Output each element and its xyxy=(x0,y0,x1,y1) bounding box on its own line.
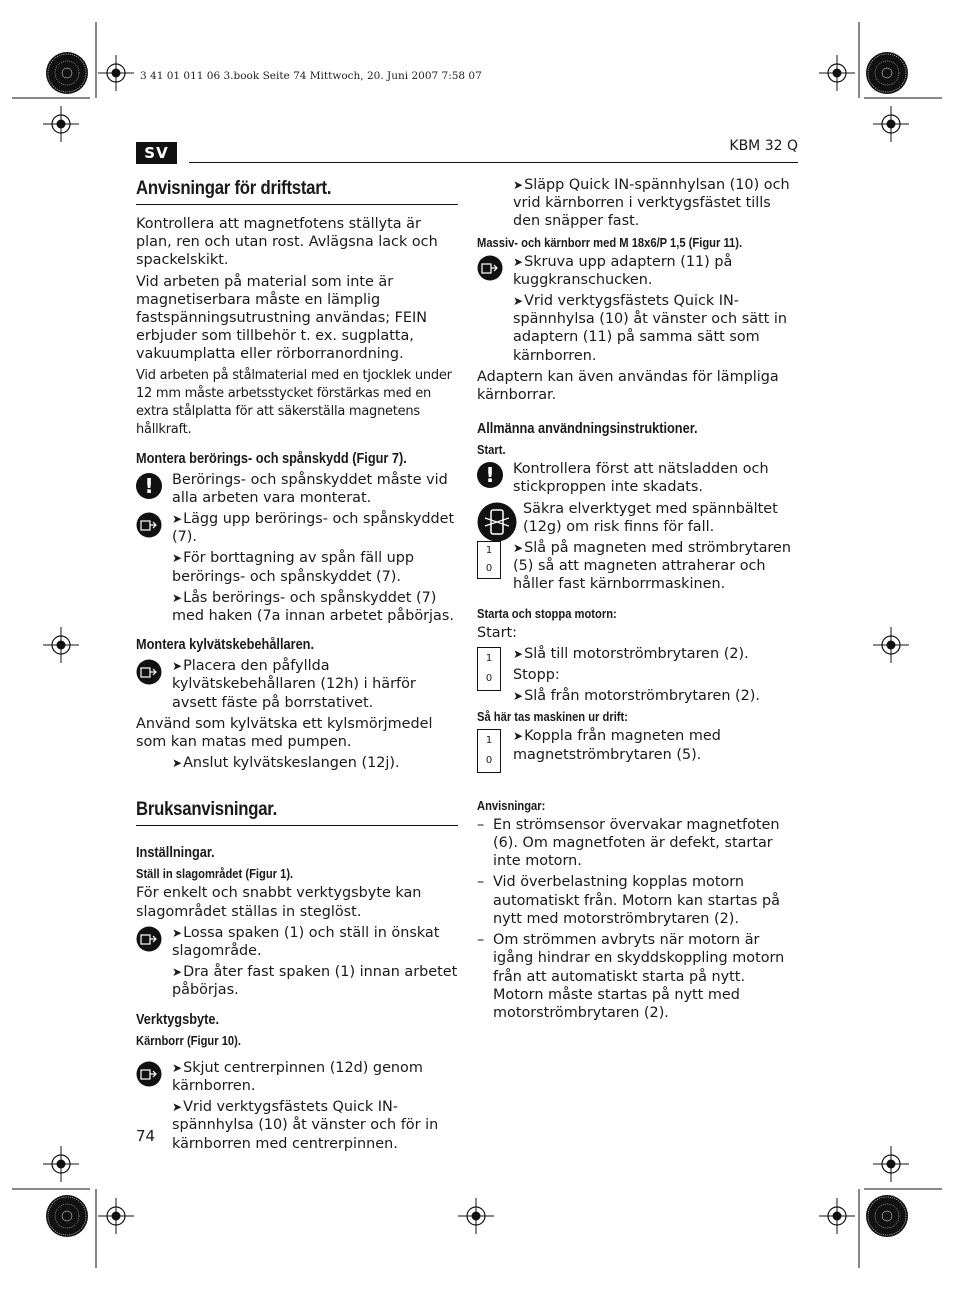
hand-operation-icon xyxy=(136,659,162,685)
motor-stop-step: ➤ Slå från motorströmbrytaren (2). xyxy=(477,687,797,705)
hand-operation-icon xyxy=(477,255,503,281)
list-item: – Vid överbelastning kopplas motorn automatiskt från. Motorn kan startas på nytt med motorströmbrytaren (2). xyxy=(477,873,797,928)
core-step-1: ➤ Skjut centrerpinnen (12d) genom kärnborren. xyxy=(136,1059,458,1095)
warning-icon: ! xyxy=(136,473,162,499)
heading-solid-drill: Massiv- och kärnborr med M 18x6/P 1,5 (Figur 11). xyxy=(477,234,743,250)
language-tab: SV xyxy=(136,142,177,164)
book-info-line: 3 41 01 011 06 3.book Seite 74 Mittwoch, 20. Juni 2007 7:58 07 xyxy=(140,70,482,82)
hand-operation-icon xyxy=(136,1061,162,1087)
switch-icon: 1 0 xyxy=(477,729,501,773)
notes-list xyxy=(477,816,797,1022)
adapter-paragraph: Adaptern kan även användas för lämpliga kärnborrar. xyxy=(477,368,779,404)
page-number: 74 xyxy=(136,1127,156,1145)
start-magnet: 1 0 ➤ Slå på magneten med strömbrytaren (5) så att magneten attraherar och håller fast kärnborrmaskinen. xyxy=(477,539,797,594)
guard-warning: ! Berörings- och spånskyddet måste vid alla arbeten vara monterat. xyxy=(136,471,458,507)
start-warning: ! Kontrollera först att nätsladden och stickproppen inte skadats. xyxy=(477,460,797,496)
hand-operation-icon xyxy=(136,512,162,538)
coolant-step-1: ➤ Placera den påfyllda kylvätskebehållaren (12h) i härför avsett fäste på borrstativet. xyxy=(136,657,458,712)
guard-step-3: ➤ Lås berörings- och spånskyddet (7) med haken (7a innan arbetet påbörjas. xyxy=(136,589,458,625)
solid-step-1: ➤ Skruva upp adaptern (11) på kuggkranschucken. xyxy=(477,253,797,289)
title-rule xyxy=(136,825,458,826)
left-column xyxy=(136,176,458,1156)
heading-start: Start. xyxy=(477,442,506,458)
heading-stroke: Ställ in slagområdet (Figur 1). xyxy=(136,866,294,882)
title-rule xyxy=(136,204,458,205)
warning-icon: ! xyxy=(477,462,503,488)
motor-start-step: 1 0 ➤ Slå till motorströmbrytaren (2). xyxy=(477,645,797,663)
core-step-3: ➤ Släpp Quick IN-spännhylsan (10) och vrid kärnborren i verktygsfästet tills den snäpper fast. xyxy=(477,176,797,231)
heading-notes: Anvisningar: xyxy=(477,797,546,813)
heading-shutdown: Så här tas maskinen ur drift: xyxy=(477,709,628,725)
coolant-step-2: ➤ Anslut kylvätskeslangen (12j). xyxy=(136,754,458,772)
hand-operation-icon xyxy=(136,926,162,952)
start-belt: Säkra elverktyget med spännbältet (12g) om risk finns för fall. xyxy=(477,500,797,536)
heading-core-drill: Kärnborr (Figur 10). xyxy=(136,1032,241,1048)
switch-icon: 1 0 xyxy=(477,647,501,691)
solid-step-2: ➤ Vrid verktygsfästets Quick IN-spännhylsa (10) åt vänster och sätt in adaptern (11) på samma sätt som kärnborren. xyxy=(477,292,797,365)
motor-start-label: Start: xyxy=(477,624,518,641)
safety-belt-icon xyxy=(477,502,517,542)
list-item: – Om strömmen avbryts när motorn är igång hindrar en skyddskoppling motorn från att automatiskt starta på nytt. Motorn måste startas på nytt med motorströmbrytaren (2). xyxy=(477,931,797,1022)
heading-tool-change: Verktygsbyte. xyxy=(136,1011,219,1028)
paragraph-thin-steel: Vid arbeten på stålmaterial med en tjocklek under 12 mm måste arbetsstycket förstärkas med en extra stålplatta för att säkerställa magnetens hållkraft. xyxy=(136,367,452,437)
guard-step-2: ➤ För borttagning av spån fäll upp berörings- och spånskyddet (7). xyxy=(136,549,458,585)
heading-motor: Starta och stoppa motorn: xyxy=(477,605,617,621)
stroke-step-1: ➤ Lossa spaken (1) och ställ in önskat slagområde. xyxy=(136,924,458,960)
section-title-bruksanvisningar: Bruksanvisningar. xyxy=(136,798,278,821)
coolant-paragraph: Använd som kylvätska ett kylsmörjmedel som kan matas med pumpen. xyxy=(136,715,433,751)
stroke-paragraph: För enkelt och snabbt verktygsbyte kan slagområdet ställas in steglöst. xyxy=(136,885,422,920)
heading-settings: Inställningar. xyxy=(136,845,215,862)
section-title-driftstart: Anvisningar för driftstart. xyxy=(136,177,332,199)
header-rule xyxy=(189,162,798,163)
core-step-2: ➤ Vrid verktygsfästets Quick IN-spännhylsa (10) åt vänster och för in kärnborren med centrerpinnen. xyxy=(136,1098,458,1153)
paragraph-nonmagnetic: Vid arbeten på material som inte är magnetiserbara måste en lämplig fastspänningsutrustning användas; FEIN erbjuder som tillbehör t. ex. sugplatta, vakuumplatta eller rörborranordning. xyxy=(136,273,428,363)
shutdown-step: 1 0 ➤ Koppla från magneten med magnetströmbrytaren (5). xyxy=(477,727,797,763)
list-item: – En strömsensor övervakar magnetfoten (6). Om magnetfoten är defekt, startar inte motorn. xyxy=(477,816,797,871)
right-column xyxy=(477,176,797,1025)
heading-coolant: Montera kylvätskebehållaren. xyxy=(136,637,315,654)
model-name: KBM 32 Q xyxy=(729,138,798,154)
motor-stop-label: Stopp: xyxy=(513,667,560,684)
switch-icon: 1 0 xyxy=(477,541,501,579)
heading-general-use: Allmänna användningsinstruktioner. xyxy=(477,421,698,438)
heading-guard: Montera berörings- och spånskydd (Figur 7). xyxy=(136,450,407,467)
stroke-step-2: ➤ Dra åter fast spaken (1) innan arbetet påbörjas. xyxy=(136,963,458,999)
guard-step-1: ➤ Lägg upp berörings- och spånskyddet (7). xyxy=(136,510,458,546)
paragraph-surface: Kontrollera att magnetfotens ställyta är plan, ren och utan rost. Avlägsna lack och spackelskikt. xyxy=(136,216,438,269)
